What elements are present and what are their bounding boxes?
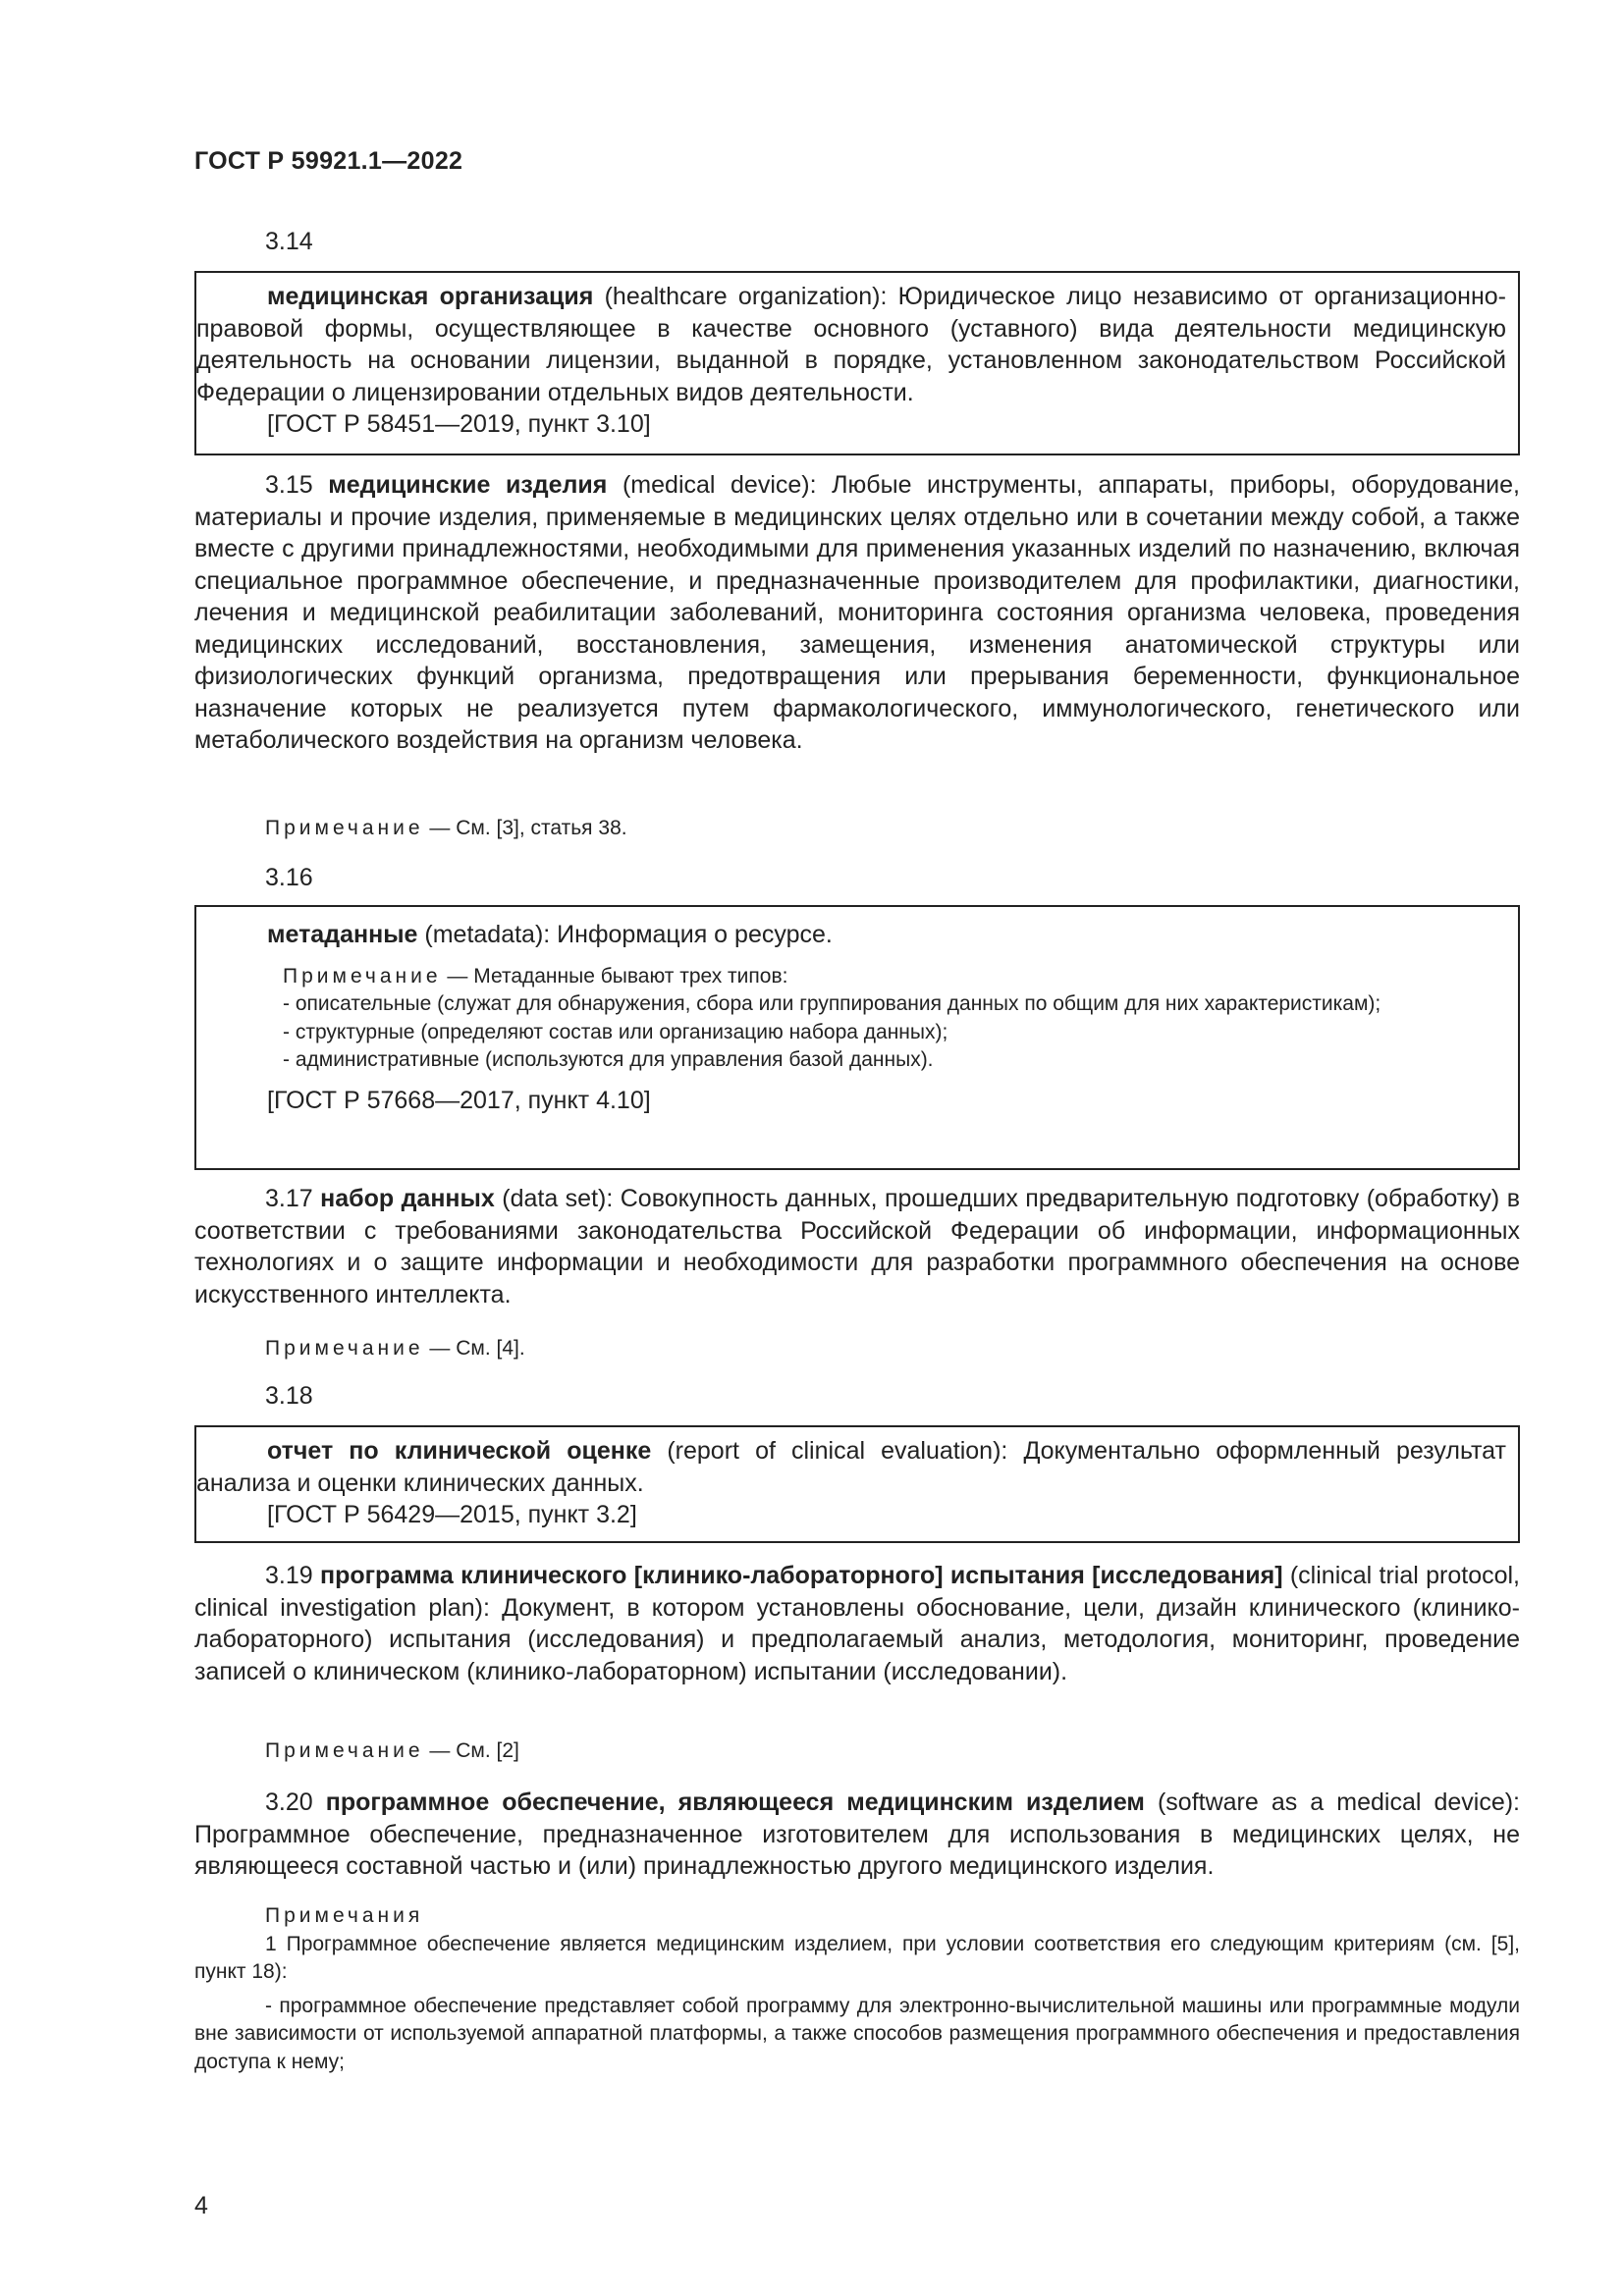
note-3-20-1: 1 Программное обеспечение является медицинским изделием, при условии соответствия его следующим критериям (см. [5], пункт 18): — [194, 1932, 1520, 1983]
note-3-16-item-1: - описательные (служат для обнаружения, сбора или группирования данных по общим для них характеристикам); — [283, 992, 1381, 1015]
definition-3-17: 3.17 набор данных (data set): Совокупность данных, прошедших предварительную подготовку (обработку) в соответствии с требованиями законодательства Российской Федерации об информации, информационных технологиях и о защите информации и необходимости для разработки программного обеспечения на основе искусственного интеллекта. — [194, 1185, 1520, 1308]
definition-3-15: 3.15 медицинские изделия (medical device): Любые инструменты, аппараты, приборы, оборудование, материалы и прочие изделия, применяемые в медицинских целях отдельно или в сочетании между собой, а также вместе с другими принадлежностями, необходимыми для применения указанных изделий по назначению, включая специальное программное обеспечение, и предназначенные производителем для профилактики, диагностики, лечения и медицинской реабилитации заболеваний, мониторинга состояния организма человека, проведения медицинских исследований, восстановления, замещения, изменения анатомической структуры или физиологических функций организма, предотвращения или прерывания беременности, функциональное назначение которых не реализуется путем фармакологического, иммунологического, генетического или метаболического воздействия на организм человека. — [194, 471, 1520, 754]
note-3-16-item-2: - структурные (определяют состав или организацию набора данных); — [283, 1020, 948, 1043]
section-3-15 — [194, 469, 1520, 757]
note-3-17: Примечание — См. [4]. — [265, 1337, 525, 1360]
term-3-16: метаданные — [267, 921, 418, 948]
section-number-3-16: 3.16 — [265, 864, 313, 891]
note-3-16-item-3: - административные (используются для управления базой данных). — [283, 1048, 934, 1071]
term-3-17: набор данных — [320, 1185, 495, 1212]
source-3-18: [ГОСТ Р 56429—2015, пункт 3.2] — [267, 1501, 637, 1528]
section-number-3-18: 3.18 — [265, 1382, 313, 1410]
term-3-20: программное обеспечение, являющееся медицинским изделием — [325, 1789, 1145, 1816]
definition-3-20: 3.20 программное обеспечение, являющееся медицинским изделием (software as a medical device): Программное обеспечение, предназначенное изготовителем для использования в медицинских целях, не являющееся составной частью и (или) принадлежностью другого медицинского изделия. — [194, 1789, 1521, 1880]
notes-label-3-20: Примечания — [265, 1904, 424, 1927]
term-3-18: отчет по клинической оценке — [267, 1437, 652, 1465]
definition-box-3-18 — [194, 1425, 1520, 1543]
section-3-17 — [194, 1183, 1520, 1310]
term-3-14: медицинская организация — [267, 283, 594, 310]
standard-header: ГОСТ Р 59921.1—2022 — [194, 147, 463, 175]
definition-3-14: медицинская организация (healthcare organization): Юридическое лицо независимо от организационно-правовой формы, осуществляющее в качестве основного (уставного) вида деятельности медицинскую деятельность на основании лицензии, выданной в порядке, установленном законодательством Российской Федерации о лицензировании отдельных видов деятельности. — [196, 283, 1506, 406]
page-number: 4 — [194, 2192, 208, 2219]
section-3-19 — [194, 1560, 1520, 1687]
source-3-16: [ГОСТ Р 57668—2017, пункт 4.10] — [267, 1086, 651, 1114]
definition-box-3-14 — [194, 271, 1520, 455]
term-3-19: программа клинического [клинико-лабораторного] испытания [исследования] — [320, 1562, 1283, 1589]
note-3-20-1-item: - программное обеспечение представляет собой программу для электронно-вычислительной машины или программные модули вне зависимости от используемой аппаратной платформы, а также способов размещения программного обеспечения и предоставления доступа к нему; — [194, 1994, 1520, 2073]
note-3-19: Примечание — См. [2] — [265, 1739, 519, 1762]
note-3-15: Примечание — См. [3], статья 38. — [265, 817, 627, 839]
definition-box-3-16 — [194, 905, 1520, 1170]
note-3-16: Примечание — Метаданные бывают трех типов: — [283, 964, 788, 988]
definition-3-19: 3.19 программа клинического [клинико-лабораторного] испытания [исследования] (clinical trial protocol, clinical investigation plan): Документ, в котором установлены обоснование, цели, дизайн клинического (клинико-лабораторного) испытания (исследования) и предполагаемый анализ, методология, мониторинг, проведение записей о клиническом (клинико-лабораторном) испытании (исследовании). — [194, 1562, 1521, 1685]
notes-3-20 — [194, 1902, 1520, 2076]
section-number-3-14: 3.14 — [265, 228, 313, 255]
section-3-20 — [194, 1787, 1520, 1883]
source-3-14: [ГОСТ Р 58451—2019, пункт 3.10] — [267, 410, 651, 438]
term-3-15: медицинские изделия — [328, 471, 608, 499]
definition-3-18: отчет по клинической оценке (report of clinical evaluation): Документально оформленный результат анализа и оценки клинических данных. — [196, 1437, 1506, 1497]
definition-3-16: метаданные (metadata): Информация о ресурсе. — [267, 921, 833, 948]
